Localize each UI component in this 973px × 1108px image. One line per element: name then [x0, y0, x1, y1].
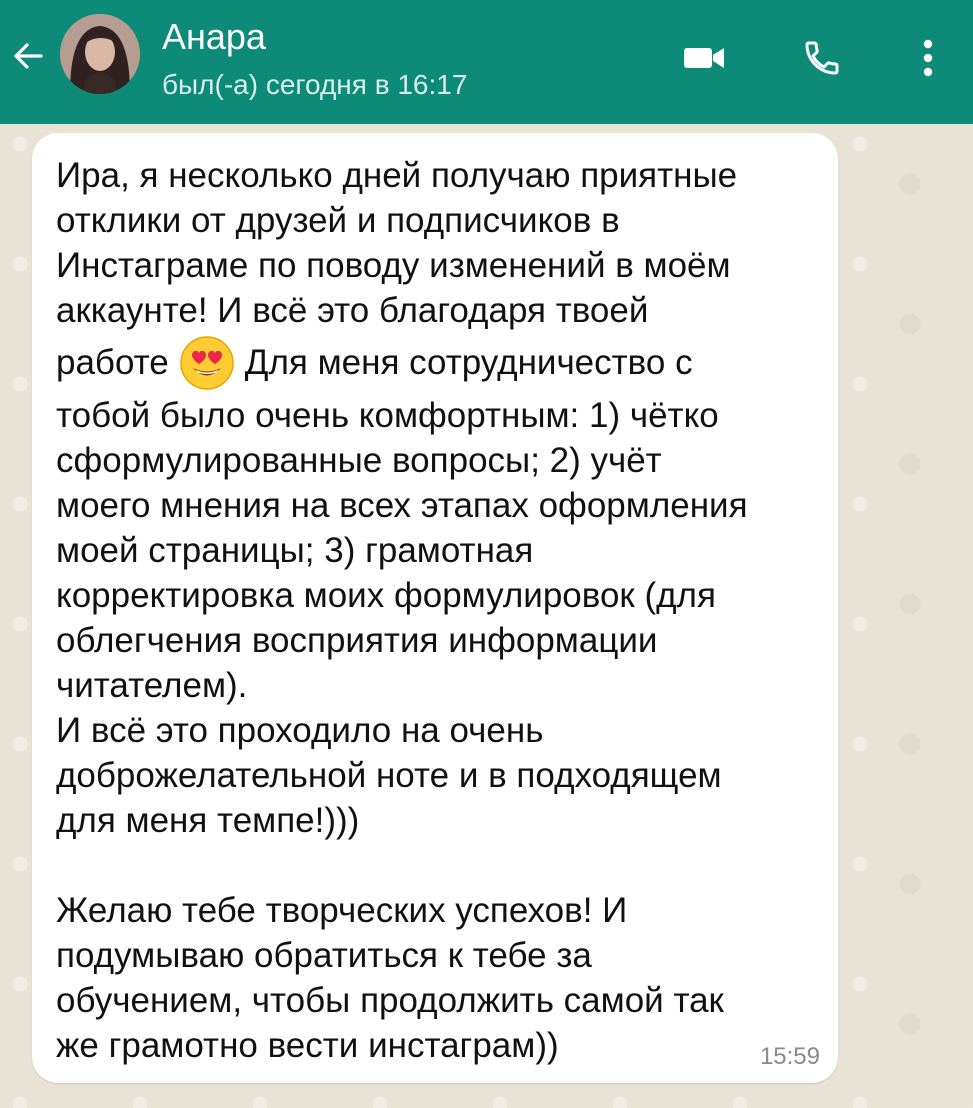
message-line: Инстаграме по поводу изменений в моём [56, 246, 731, 285]
video-call-button[interactable] [680, 34, 728, 82]
voice-call-button[interactable] [798, 34, 846, 82]
message-line: для меня темпе!))) [56, 801, 360, 840]
message-line: доброжелательной ноте и в подходящем [56, 756, 722, 795]
more-vertical-icon [921, 38, 935, 78]
heart-eyes-emoji-icon [179, 335, 235, 391]
message-blank-line [56, 843, 826, 888]
avatar[interactable] [60, 14, 140, 94]
phone-icon [802, 38, 842, 78]
message-line: обучением, чтобы продолжить самой так [56, 981, 724, 1020]
message-line: Ира, я несколько дней получаю приятные [56, 156, 738, 195]
message-fragment: Для меня сотрудничество с [244, 343, 693, 382]
contact-name[interactable]: Анара [162, 16, 266, 57]
message-line: И всё это проходило на очень [56, 711, 544, 750]
more-options-button[interactable] [904, 34, 952, 82]
last-seen-status: был(-а) сегодня в 16:17 [162, 69, 468, 100]
avatar-photo [60, 14, 140, 94]
message-line: тобой было очень комфортным: 1) чётко [56, 396, 719, 435]
back-button[interactable] [8, 36, 48, 76]
message-line: корректировка моих формулировок (для [56, 576, 716, 615]
message-bubble[interactable] [32, 133, 838, 1083]
message-line: сформулированные вопросы; 2) учёт [56, 441, 662, 480]
message-line: отклики от друзей и подписчиков в [56, 201, 620, 240]
video-camera-icon [682, 43, 726, 73]
arrow-left-icon [11, 39, 45, 73]
message-line: читателем). [56, 666, 248, 705]
message-line: моего мнения на всех этапах оформления [56, 486, 748, 525]
message-line: подумываю обратиться к тебе за [56, 936, 592, 975]
message-line: же грамотно вести инстаграм)) [56, 1026, 559, 1065]
message-line: Желаю тебе творческих успехов! И [56, 891, 628, 930]
message-fragment: работе [56, 343, 169, 382]
message-line-with-emoji [56, 333, 826, 393]
message-line: моей страницы; 3) грамотная [56, 531, 534, 570]
message-text [56, 153, 826, 1068]
message-line: аккаунте! И всё это благодаря твоей [56, 291, 649, 330]
message-timestamp: 15:59 [759, 1043, 820, 1070]
message-line: облегчения восприятия информации [56, 621, 658, 660]
chat-header [0, 0, 973, 124]
